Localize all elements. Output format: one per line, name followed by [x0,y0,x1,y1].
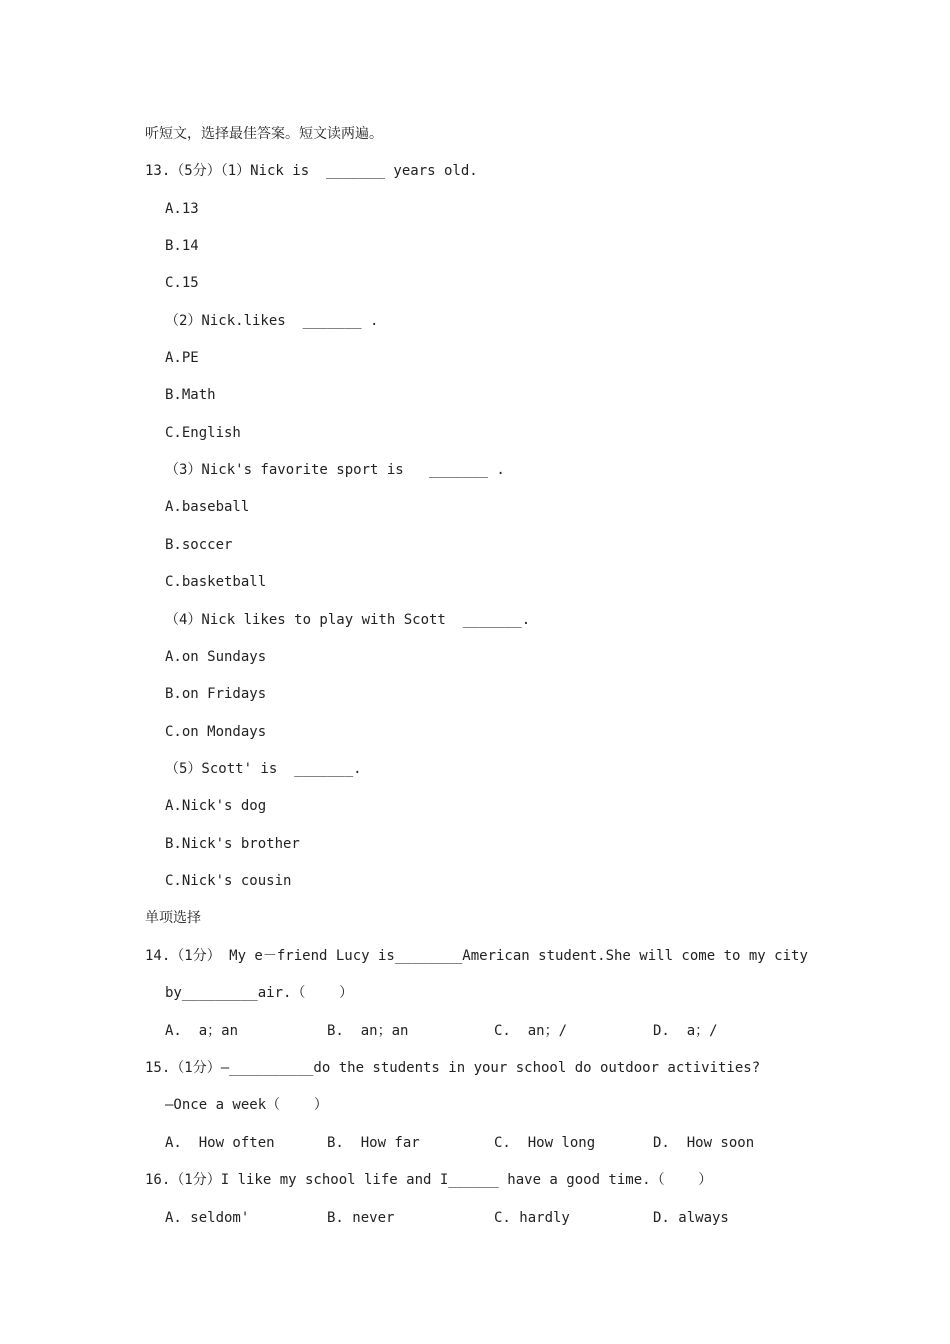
option-13-2-a: A.PE [165,350,199,366]
question-13-stem: 13.（5分）（1）Nick is _______ years old. [145,163,478,179]
option-15-b: B. How far [327,1135,420,1151]
question-13-5-stem: （5）Scott' is _______. [165,761,362,777]
option-14-b: B. an；an [327,1023,409,1039]
option-13-4-b: B.on Fridays [165,686,267,702]
option-13-5-c: C.Nick's cousin [165,873,292,889]
question-16-line1: 16.（1分）I like my school life and I______ have a good time.（ ） [145,1172,713,1188]
option-16-a: A. seldom' [165,1210,250,1226]
option-13-1-a: A.13 [165,201,199,217]
option-13-4-a: A.on Sundays [165,649,267,665]
option-14-a: A. a；an [165,1023,239,1039]
option-13-2-c: C.English [165,425,241,441]
section-heading: 单项选择 [145,910,201,926]
option-13-1-c: C.15 [165,275,199,291]
question-14-options [165,1022,805,1040]
option-13-4-c: C.on Mondays [165,724,267,740]
question-13-2-stem: （2）Nick.likes _______ . [165,313,379,329]
question-14-line2: by_________air.（ ） [165,985,354,1001]
option-13-3-b: B.soccer [165,537,233,553]
option-16-d: D. always [653,1210,729,1226]
option-15-c: C. How long [494,1135,596,1151]
question-15-line2: —Once a week（ ） [165,1097,328,1113]
option-16-b: B. never [327,1210,395,1226]
option-15-a: A. How often [165,1135,275,1151]
option-14-c: C. an；/ [494,1023,568,1039]
option-13-1-b: B.14 [165,238,199,254]
option-13-3-a: A.baseball [165,499,250,515]
option-13-5-b: B.Nick's brother [165,836,300,852]
question-16-options [165,1209,805,1227]
section-instruction: 听短文，选择最佳答案。短文读两遍。 [145,126,383,142]
question-13-4-stem: （4）Nick likes to play with Scott _______. [165,612,531,628]
option-15-d: D. How soon [653,1135,755,1151]
option-13-2-b: B.Math [165,387,216,403]
question-15-line1: 15.（1分）—__________do the students in your school do outdoor activities? [145,1060,761,1076]
option-13-3-c: C.basketball [165,574,267,590]
question-14-line1: 14.（1分） My e－friend Lucy is________American student.She will come to my city [145,948,808,964]
option-13-5-a: A.Nick's dog [165,798,267,814]
option-14-d: D. a；/ [653,1023,718,1039]
question-15-options [165,1134,805,1152]
question-13-3-stem: （3）Nick's favorite sport is _______ . [165,462,505,478]
option-16-c: C. hardly [494,1210,570,1226]
